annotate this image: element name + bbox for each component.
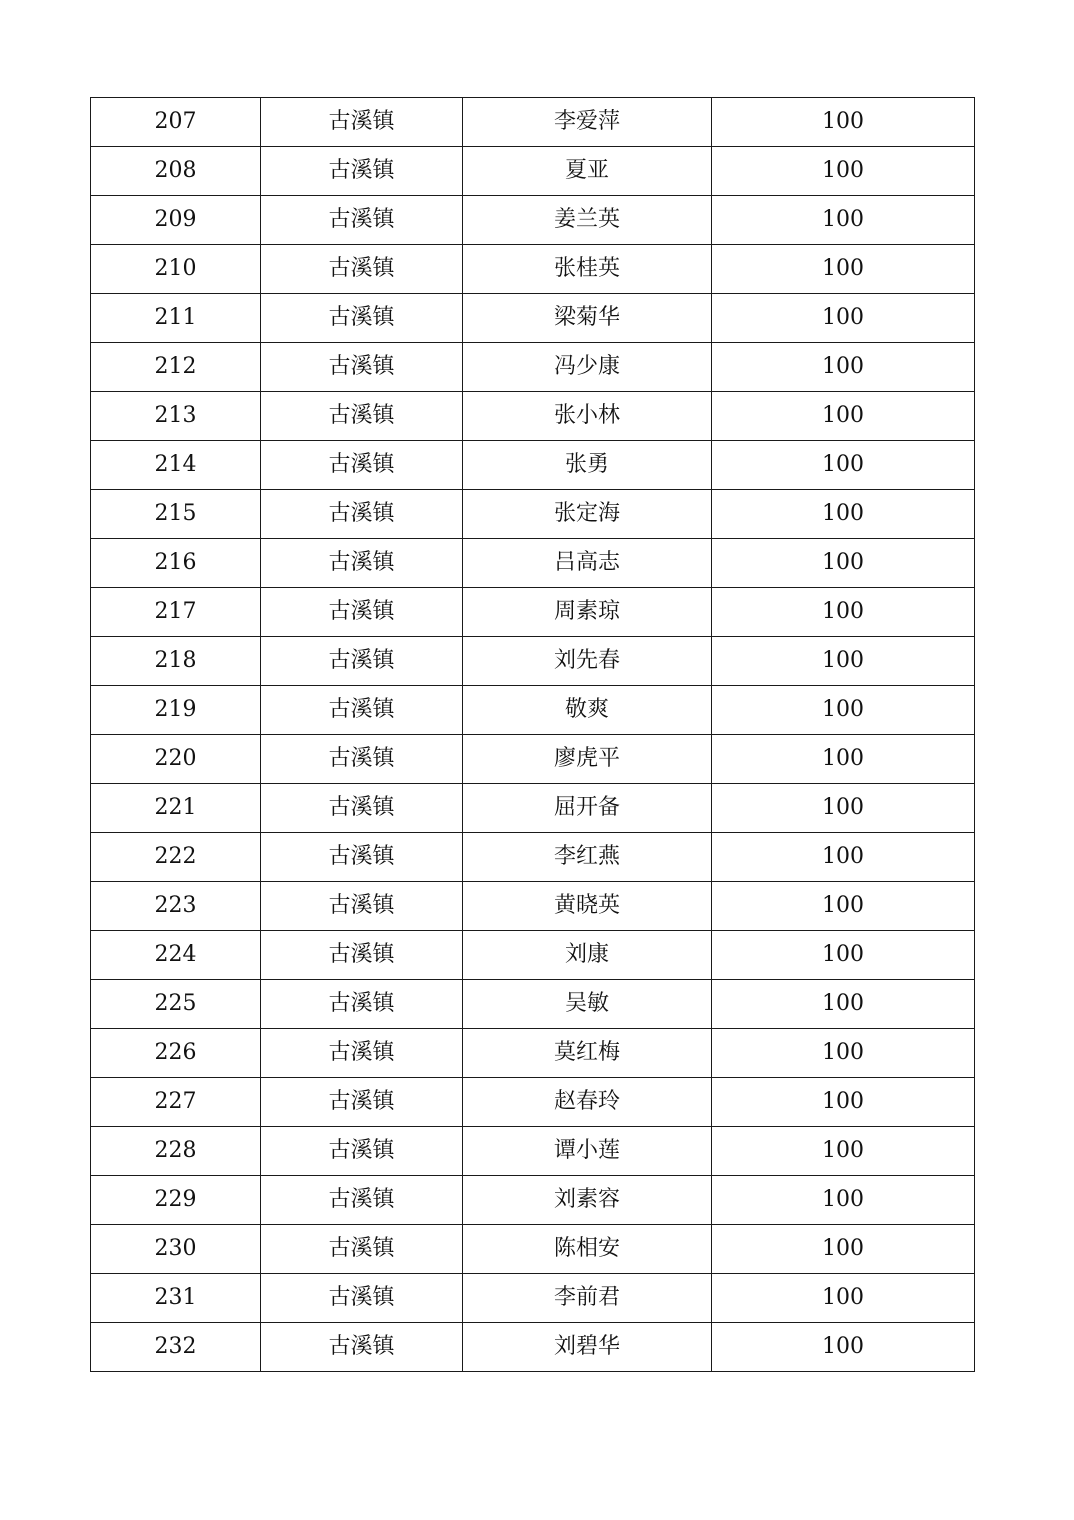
- name-cell: 吕高志: [463, 539, 712, 588]
- table-row: [91, 1274, 975, 1323]
- town-cell: 古溪镇: [261, 539, 463, 588]
- table-row: [91, 392, 975, 441]
- town-cell: 古溪镇: [261, 1323, 463, 1372]
- row-number-cell: 226: [91, 1029, 261, 1078]
- amount-cell: 100: [712, 1274, 975, 1323]
- town-cell: 古溪镇: [261, 882, 463, 931]
- name-cell: 张小林: [463, 392, 712, 441]
- town-cell: 古溪镇: [261, 441, 463, 490]
- table-row: [91, 1323, 975, 1372]
- table-row: [91, 735, 975, 784]
- name-cell: 刘康: [463, 931, 712, 980]
- name-cell: 夏亚: [463, 147, 712, 196]
- row-number-cell: 213: [91, 392, 261, 441]
- name-cell: 赵春玲: [463, 1078, 712, 1127]
- row-number-cell: 208: [91, 147, 261, 196]
- amount-cell: 100: [712, 1078, 975, 1127]
- row-number-cell: 218: [91, 637, 261, 686]
- town-cell: 古溪镇: [261, 196, 463, 245]
- town-cell: 古溪镇: [261, 833, 463, 882]
- amount-cell: 100: [712, 1127, 975, 1176]
- amount-cell: 100: [712, 392, 975, 441]
- town-cell: 古溪镇: [261, 392, 463, 441]
- amount-cell: 100: [712, 1225, 975, 1274]
- amount-cell: 100: [712, 490, 975, 539]
- amount-cell: 100: [712, 735, 975, 784]
- name-cell: 李前君: [463, 1274, 712, 1323]
- amount-cell: 100: [712, 98, 975, 147]
- row-number-cell: 228: [91, 1127, 261, 1176]
- amount-cell: 100: [712, 784, 975, 833]
- name-cell: 黄晓英: [463, 882, 712, 931]
- name-cell: 李爱萍: [463, 98, 712, 147]
- name-cell: 张桂英: [463, 245, 712, 294]
- row-number-cell: 216: [91, 539, 261, 588]
- row-number-cell: 209: [91, 196, 261, 245]
- row-number-cell: 230: [91, 1225, 261, 1274]
- amount-cell: 100: [712, 588, 975, 637]
- table-row: [91, 588, 975, 637]
- town-cell: 古溪镇: [261, 294, 463, 343]
- amount-cell: 100: [712, 294, 975, 343]
- name-cell: 刘先春: [463, 637, 712, 686]
- town-cell: 古溪镇: [261, 784, 463, 833]
- amount-cell: 100: [712, 1176, 975, 1225]
- table-row: [91, 1029, 975, 1078]
- table-row: [91, 245, 975, 294]
- name-cell: 廖虎平: [463, 735, 712, 784]
- town-cell: 古溪镇: [261, 980, 463, 1029]
- row-number-cell: 222: [91, 833, 261, 882]
- table-row: [91, 833, 975, 882]
- row-number-cell: 211: [91, 294, 261, 343]
- table-row: [91, 147, 975, 196]
- amount-cell: 100: [712, 686, 975, 735]
- name-cell: 陈相安: [463, 1225, 712, 1274]
- name-cell: 姜兰英: [463, 196, 712, 245]
- name-cell: 吴敏: [463, 980, 712, 1029]
- table-row: [91, 686, 975, 735]
- row-number-cell: 220: [91, 735, 261, 784]
- row-number-cell: 214: [91, 441, 261, 490]
- town-cell: 古溪镇: [261, 588, 463, 637]
- amount-cell: 100: [712, 882, 975, 931]
- roster-table: [90, 97, 975, 1372]
- row-number-cell: 219: [91, 686, 261, 735]
- name-cell: 冯少康: [463, 343, 712, 392]
- row-number-cell: 207: [91, 98, 261, 147]
- town-cell: 古溪镇: [261, 637, 463, 686]
- table-row: [91, 1078, 975, 1127]
- table-row: [91, 441, 975, 490]
- table-row: [91, 931, 975, 980]
- town-cell: 古溪镇: [261, 1029, 463, 1078]
- town-cell: 古溪镇: [261, 147, 463, 196]
- amount-cell: 100: [712, 343, 975, 392]
- table-row: [91, 882, 975, 931]
- town-cell: 古溪镇: [261, 1176, 463, 1225]
- table-row: [91, 784, 975, 833]
- row-number-cell: 217: [91, 588, 261, 637]
- table-row: [91, 1225, 975, 1274]
- name-cell: 屈开备: [463, 784, 712, 833]
- name-cell: 谭小莲: [463, 1127, 712, 1176]
- town-cell: 古溪镇: [261, 931, 463, 980]
- table-row: [91, 98, 975, 147]
- town-cell: 古溪镇: [261, 686, 463, 735]
- name-cell: 莫红梅: [463, 1029, 712, 1078]
- town-cell: 古溪镇: [261, 735, 463, 784]
- name-cell: 梁菊华: [463, 294, 712, 343]
- row-number-cell: 227: [91, 1078, 261, 1127]
- name-cell: 敬爽: [463, 686, 712, 735]
- table-row: [91, 490, 975, 539]
- town-cell: 古溪镇: [261, 343, 463, 392]
- row-number-cell: 224: [91, 931, 261, 980]
- amount-cell: 100: [712, 980, 975, 1029]
- town-cell: 古溪镇: [261, 1078, 463, 1127]
- amount-cell: 100: [712, 833, 975, 882]
- town-cell: 古溪镇: [261, 1127, 463, 1176]
- table-row: [91, 1176, 975, 1225]
- town-cell: 古溪镇: [261, 1225, 463, 1274]
- row-number-cell: 229: [91, 1176, 261, 1225]
- town-cell: 古溪镇: [261, 98, 463, 147]
- name-cell: 刘素容: [463, 1176, 712, 1225]
- name-cell: 刘碧华: [463, 1323, 712, 1372]
- amount-cell: 100: [712, 245, 975, 294]
- row-number-cell: 215: [91, 490, 261, 539]
- amount-cell: 100: [712, 637, 975, 686]
- amount-cell: 100: [712, 931, 975, 980]
- table-row: [91, 539, 975, 588]
- name-cell: 张定海: [463, 490, 712, 539]
- amount-cell: 100: [712, 196, 975, 245]
- table-row: [91, 294, 975, 343]
- row-number-cell: 232: [91, 1323, 261, 1372]
- table-row: [91, 1127, 975, 1176]
- town-cell: 古溪镇: [261, 490, 463, 539]
- row-number-cell: 225: [91, 980, 261, 1029]
- row-number-cell: 231: [91, 1274, 261, 1323]
- row-number-cell: 221: [91, 784, 261, 833]
- table-row: [91, 980, 975, 1029]
- amount-cell: 100: [712, 147, 975, 196]
- table-row: [91, 196, 975, 245]
- row-number-cell: 212: [91, 343, 261, 392]
- town-cell: 古溪镇: [261, 245, 463, 294]
- roster-table-body: [91, 98, 975, 1372]
- name-cell: 周素琼: [463, 588, 712, 637]
- row-number-cell: 223: [91, 882, 261, 931]
- amount-cell: 100: [712, 441, 975, 490]
- amount-cell: 100: [712, 1323, 975, 1372]
- table-row: [91, 637, 975, 686]
- name-cell: 张勇: [463, 441, 712, 490]
- name-cell: 李红燕: [463, 833, 712, 882]
- amount-cell: 100: [712, 1029, 975, 1078]
- table-row: [91, 343, 975, 392]
- town-cell: 古溪镇: [261, 1274, 463, 1323]
- row-number-cell: 210: [91, 245, 261, 294]
- amount-cell: 100: [712, 539, 975, 588]
